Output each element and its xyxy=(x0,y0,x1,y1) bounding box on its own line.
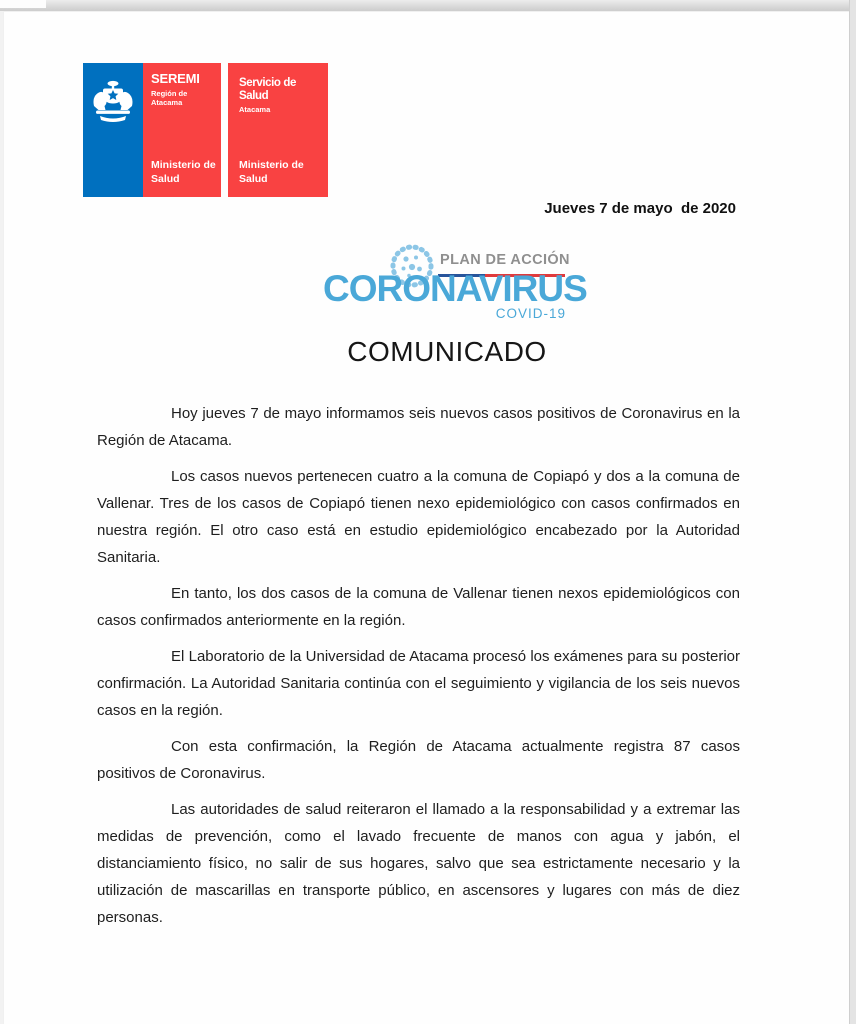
ministry-line2: Salud xyxy=(239,172,268,185)
page-title: COMUNICADO xyxy=(347,336,547,367)
coronavirus-title: CORONAVIRUS xyxy=(323,268,587,309)
paragraph: En tanto, los dos casos de la comuna de Vallenar tienen nexos epidemiológicos con casos confirmados anteriormente en la región. xyxy=(97,585,740,629)
seremi-logo xyxy=(83,63,221,197)
covid19-label: COVID-19 xyxy=(495,306,566,321)
servicio-de-salud-logo xyxy=(228,63,328,197)
paragraph: Las autoridades de salud reiteraron el llamado a la responsabilidad y a extremar las medidas de prevención, como el lavado frecuente de manos con agua y jabón, el distanciamiento físico, no salir de sus hogares, salvo que sea estrictamente necesario y la utilización de mascarillas en transporte público, en ascensores y lugares con más de diez personas. xyxy=(97,801,740,926)
viewport-right-edge xyxy=(849,0,856,1024)
viewport-top-notch xyxy=(0,0,46,8)
document-date: Jueves 7 de mayo de 2020 xyxy=(544,200,736,217)
seremi-logo-title: SEREMI xyxy=(151,71,200,86)
document-page xyxy=(3,11,849,1024)
servicio-logo-title: Servicio de Salud xyxy=(239,77,296,102)
header-logos xyxy=(83,63,328,197)
seremi-logo-ministry xyxy=(151,158,216,186)
servicio-logo-ministry xyxy=(239,158,304,186)
chile-coat-of-arms-icon xyxy=(90,79,136,129)
paragraph: Los casos nuevos pertenecen cuatro a la comuna de Copiapó y dos a la comuna de Vallenar. Tres de los casos de Copiapó tienen nexo epidemiológico con casos confirmados en nuestra región. El otro caso está en estudio epidemiológico encabezado por la Autoridad Sanitaria. xyxy=(97,468,740,566)
seremi-logo-subtitle: Región de Atacama xyxy=(151,89,188,108)
ministry-line1: Ministerio de xyxy=(151,158,216,171)
seremi-logo-blue-pane xyxy=(83,63,143,197)
coronavirus-plan-logo xyxy=(323,239,587,335)
seremi-logo-red-pane xyxy=(143,63,221,197)
paragraph: Con esta confirmación, la Región de Atacama actualmente registra 87 casos positivos de Coronavirus. xyxy=(97,738,740,782)
paragraph: El Laboratorio de la Universidad de Atacama procesó los exámenes para su posterior confirmación. La Autoridad Sanitaria continúa con el seguimiento y vigilancia de los seis nuevos casos en la región. xyxy=(97,648,740,719)
ministry-line2: Salud xyxy=(151,172,180,185)
body-text xyxy=(97,400,740,940)
viewport-top-edge xyxy=(0,0,856,11)
ministry-line1: Ministerio de xyxy=(239,158,304,171)
plan-de-accion-label: PLAN DE ACCIÓN xyxy=(440,252,570,268)
servicio-logo-subtitle: Atacama xyxy=(239,105,271,115)
paragraph: Hoy jueves 7 de mayo informamos seis nuevos casos positivos de Coronavirus en la Región de Atacama. xyxy=(97,405,740,449)
